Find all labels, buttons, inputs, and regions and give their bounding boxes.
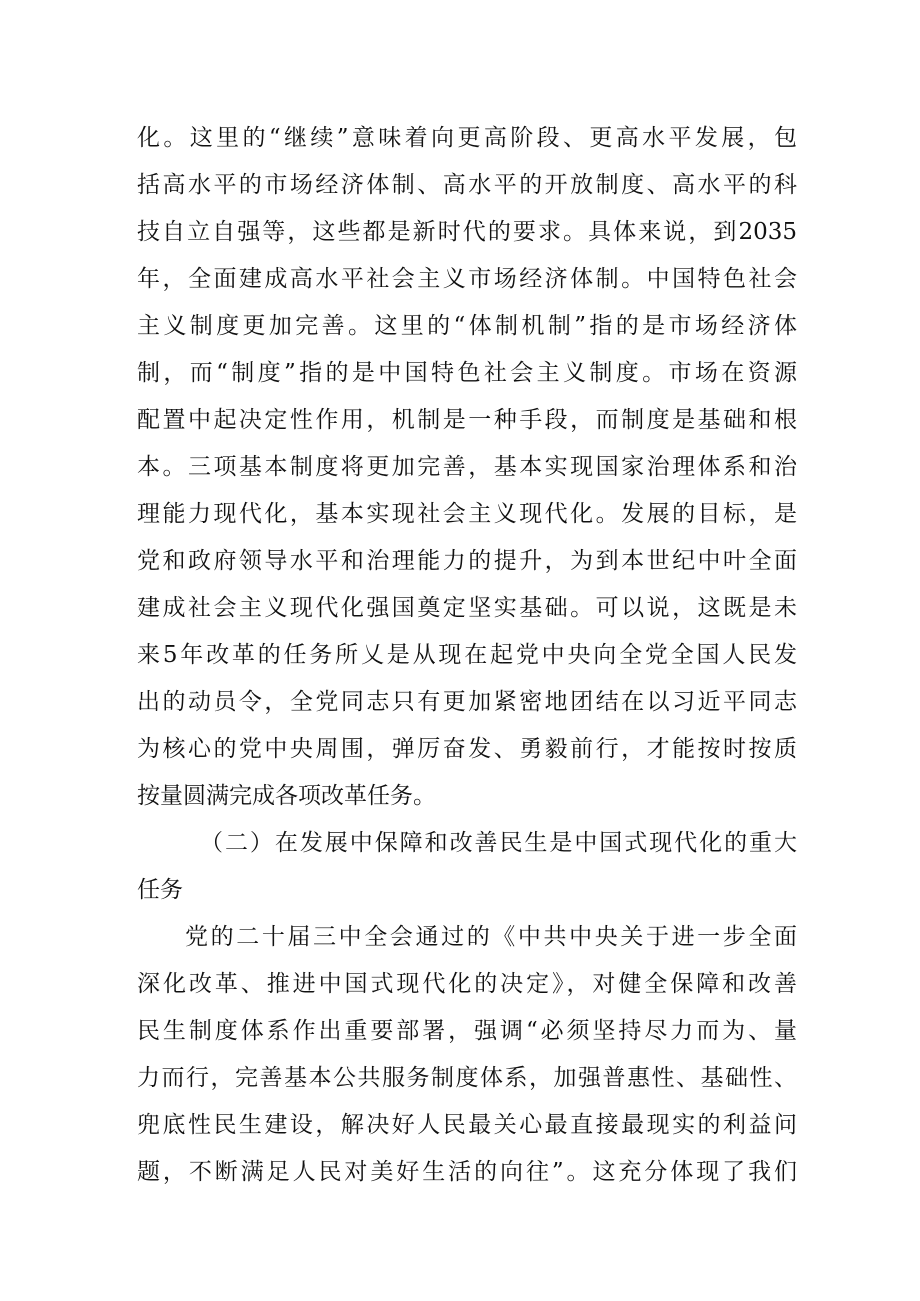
body-text-line: 括高水平的市场经济体制、高水平的开放制度、高水平的科 xyxy=(137,172,797,198)
body-text-line: 民生制度体系作出重要部署，强调“必须坚持尽力而为、量 xyxy=(137,1018,797,1044)
body-text-line: 题，不断满足人民对美好生活的向往”。这充分体现了我们 xyxy=(137,1159,797,1185)
body-text-line: 来5年改革的任务所乂是从现在起党中央向全党全国人民发 xyxy=(137,642,797,668)
body-text-line: 制，而“制度”指的是中国特色社会主义制度。市场在资源 xyxy=(137,360,797,386)
body-text-line: 兜底性民生建设，解决好人民最关心最直接最现实的利益问 xyxy=(137,1112,797,1138)
body-text-line: 出的动员令，全党同志只有更加紧密地团结在以习近平同志 xyxy=(137,689,797,715)
body-text-line: 本。三项基本制度将更加完善，基本实现国家治理体系和治 xyxy=(137,454,797,480)
body-text-line: 理能力现代化，基本实现社会主义现代化。发展的目标，是 xyxy=(137,501,797,527)
body-text-line: 党和政府领导水平和治理能力的提升，为到本世纪中叶全面 xyxy=(137,548,797,574)
body-text-line: 力而行，完善基本公共服务制度体系，加强普惠性、基础性、 xyxy=(137,1065,797,1091)
body-text-line: 为核心的党中央周围，弹厉奋发、勇毅前行，才能按时按质 xyxy=(137,736,797,762)
body-text-line: 建成社会主义现代化强国奠定坚实基础。可以说，这既是未 xyxy=(137,595,797,621)
body-text-line: 化。这里的“继续”意味着向更高阶段、更高水平发展，包 xyxy=(137,125,797,151)
section-heading: （二）在发展中保障和改善民生是中国式现代化的重大 xyxy=(200,830,797,856)
body-text-line: 技自立自强等，这些都是新时代的要求。具体来说，到2035 xyxy=(137,219,797,245)
body-text-line: 按量圆满完成各项改革任务。 xyxy=(137,783,436,809)
body-text-line: 深化改革、推进中国式现代化的决定》，对健全保障和改善 xyxy=(137,971,797,997)
section-heading: 任务 xyxy=(137,877,183,903)
body-text-line: 党的二十届三中全会通过的《中共中央关于进一步全面 xyxy=(185,924,797,950)
body-text-line: 配置中起决定性作用，机制是一种手段，而制度是基础和根 xyxy=(137,407,797,433)
body-text-line: 主义制度更加完善。这里的“体制机制”指的是市场经济体 xyxy=(137,313,797,339)
body-text-line: 年，全面建成高水平社会主义市场经济体制。中国特色社会 xyxy=(137,266,797,292)
